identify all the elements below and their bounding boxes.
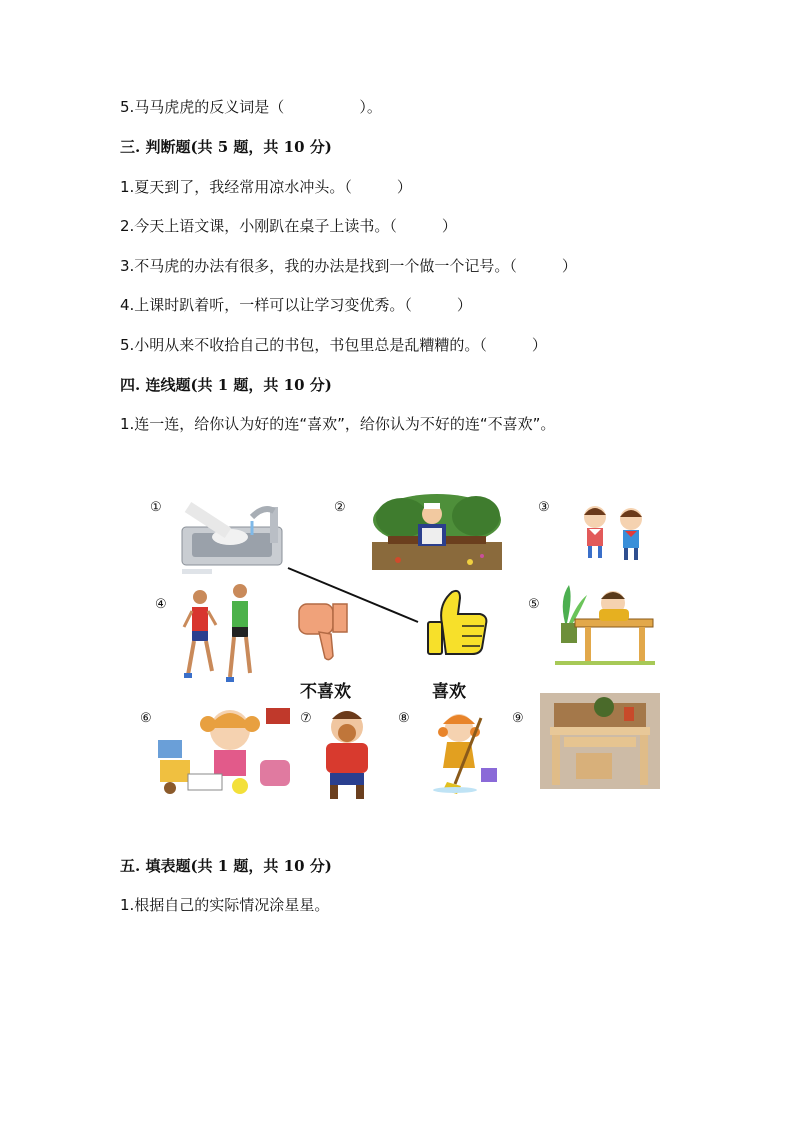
judge-item-4: 4.上课时趴着听，一样可以让学习变优秀。（ ） [120, 296, 472, 314]
item-number-8: ⑧ [398, 711, 410, 726]
item-number-4: ④ [155, 597, 167, 612]
sleeping-child-picture [555, 583, 655, 665]
item-number-7: ⑦ [300, 711, 312, 726]
item-number-2: ② [334, 500, 346, 515]
question-fill-5: 5.马马虎虎的反义词是（ ）。 [120, 98, 382, 116]
judge-item-5: 5.小明从来不收拾自己的书包，书包里总是乱糟糟的。（ ） [120, 336, 547, 354]
section-4-title: 四. 连线题(共 1 题，共 10 分) [120, 376, 332, 394]
item-number-5: ⑤ [528, 597, 540, 612]
section-5-title: 五. 填表题(共 1 题，共 10 分) [120, 857, 332, 875]
hand-washing-picture [178, 497, 294, 577]
judge-item-1: 1.夏天到了，我经常用凉水冲头。（ ） [120, 178, 412, 196]
connecting-line [280, 560, 425, 630]
item-number-1: ① [150, 500, 162, 515]
connect-question: 1.连一连，给你认为好的连“喜欢”，给你认为不好的连“不喜欢”。 [120, 415, 556, 433]
item-number-6: ⑥ [140, 711, 152, 726]
thumbs-up-icon [422, 588, 490, 656]
like-label: 喜欢 [432, 682, 466, 702]
sweeping-girl-picture [425, 710, 505, 795]
two-kids-picture [575, 503, 655, 563]
dislike-label: 不喜欢 [300, 682, 351, 702]
eating-boy-picture [318, 707, 376, 802]
runners-picture [180, 583, 260, 688]
judge-item-3: 3.不马虎的办法有很多，我的办法是找到一个做一个记号。（ ） [120, 257, 577, 275]
table-question: 1.根据自己的实际情况涂星星。 [120, 896, 330, 914]
item-number-3: ③ [538, 500, 550, 515]
section-3-title: 三. 判断题(共 5 题，共 10 分) [120, 138, 332, 156]
messy-girl-picture [150, 700, 298, 800]
wooden-desk-picture [540, 693, 660, 789]
littering-man-picture [372, 490, 502, 570]
judge-item-2: 2.今天上语文课，小刚趴在桌子上读书。（ ） [120, 217, 457, 235]
item-number-9: ⑨ [512, 711, 524, 726]
